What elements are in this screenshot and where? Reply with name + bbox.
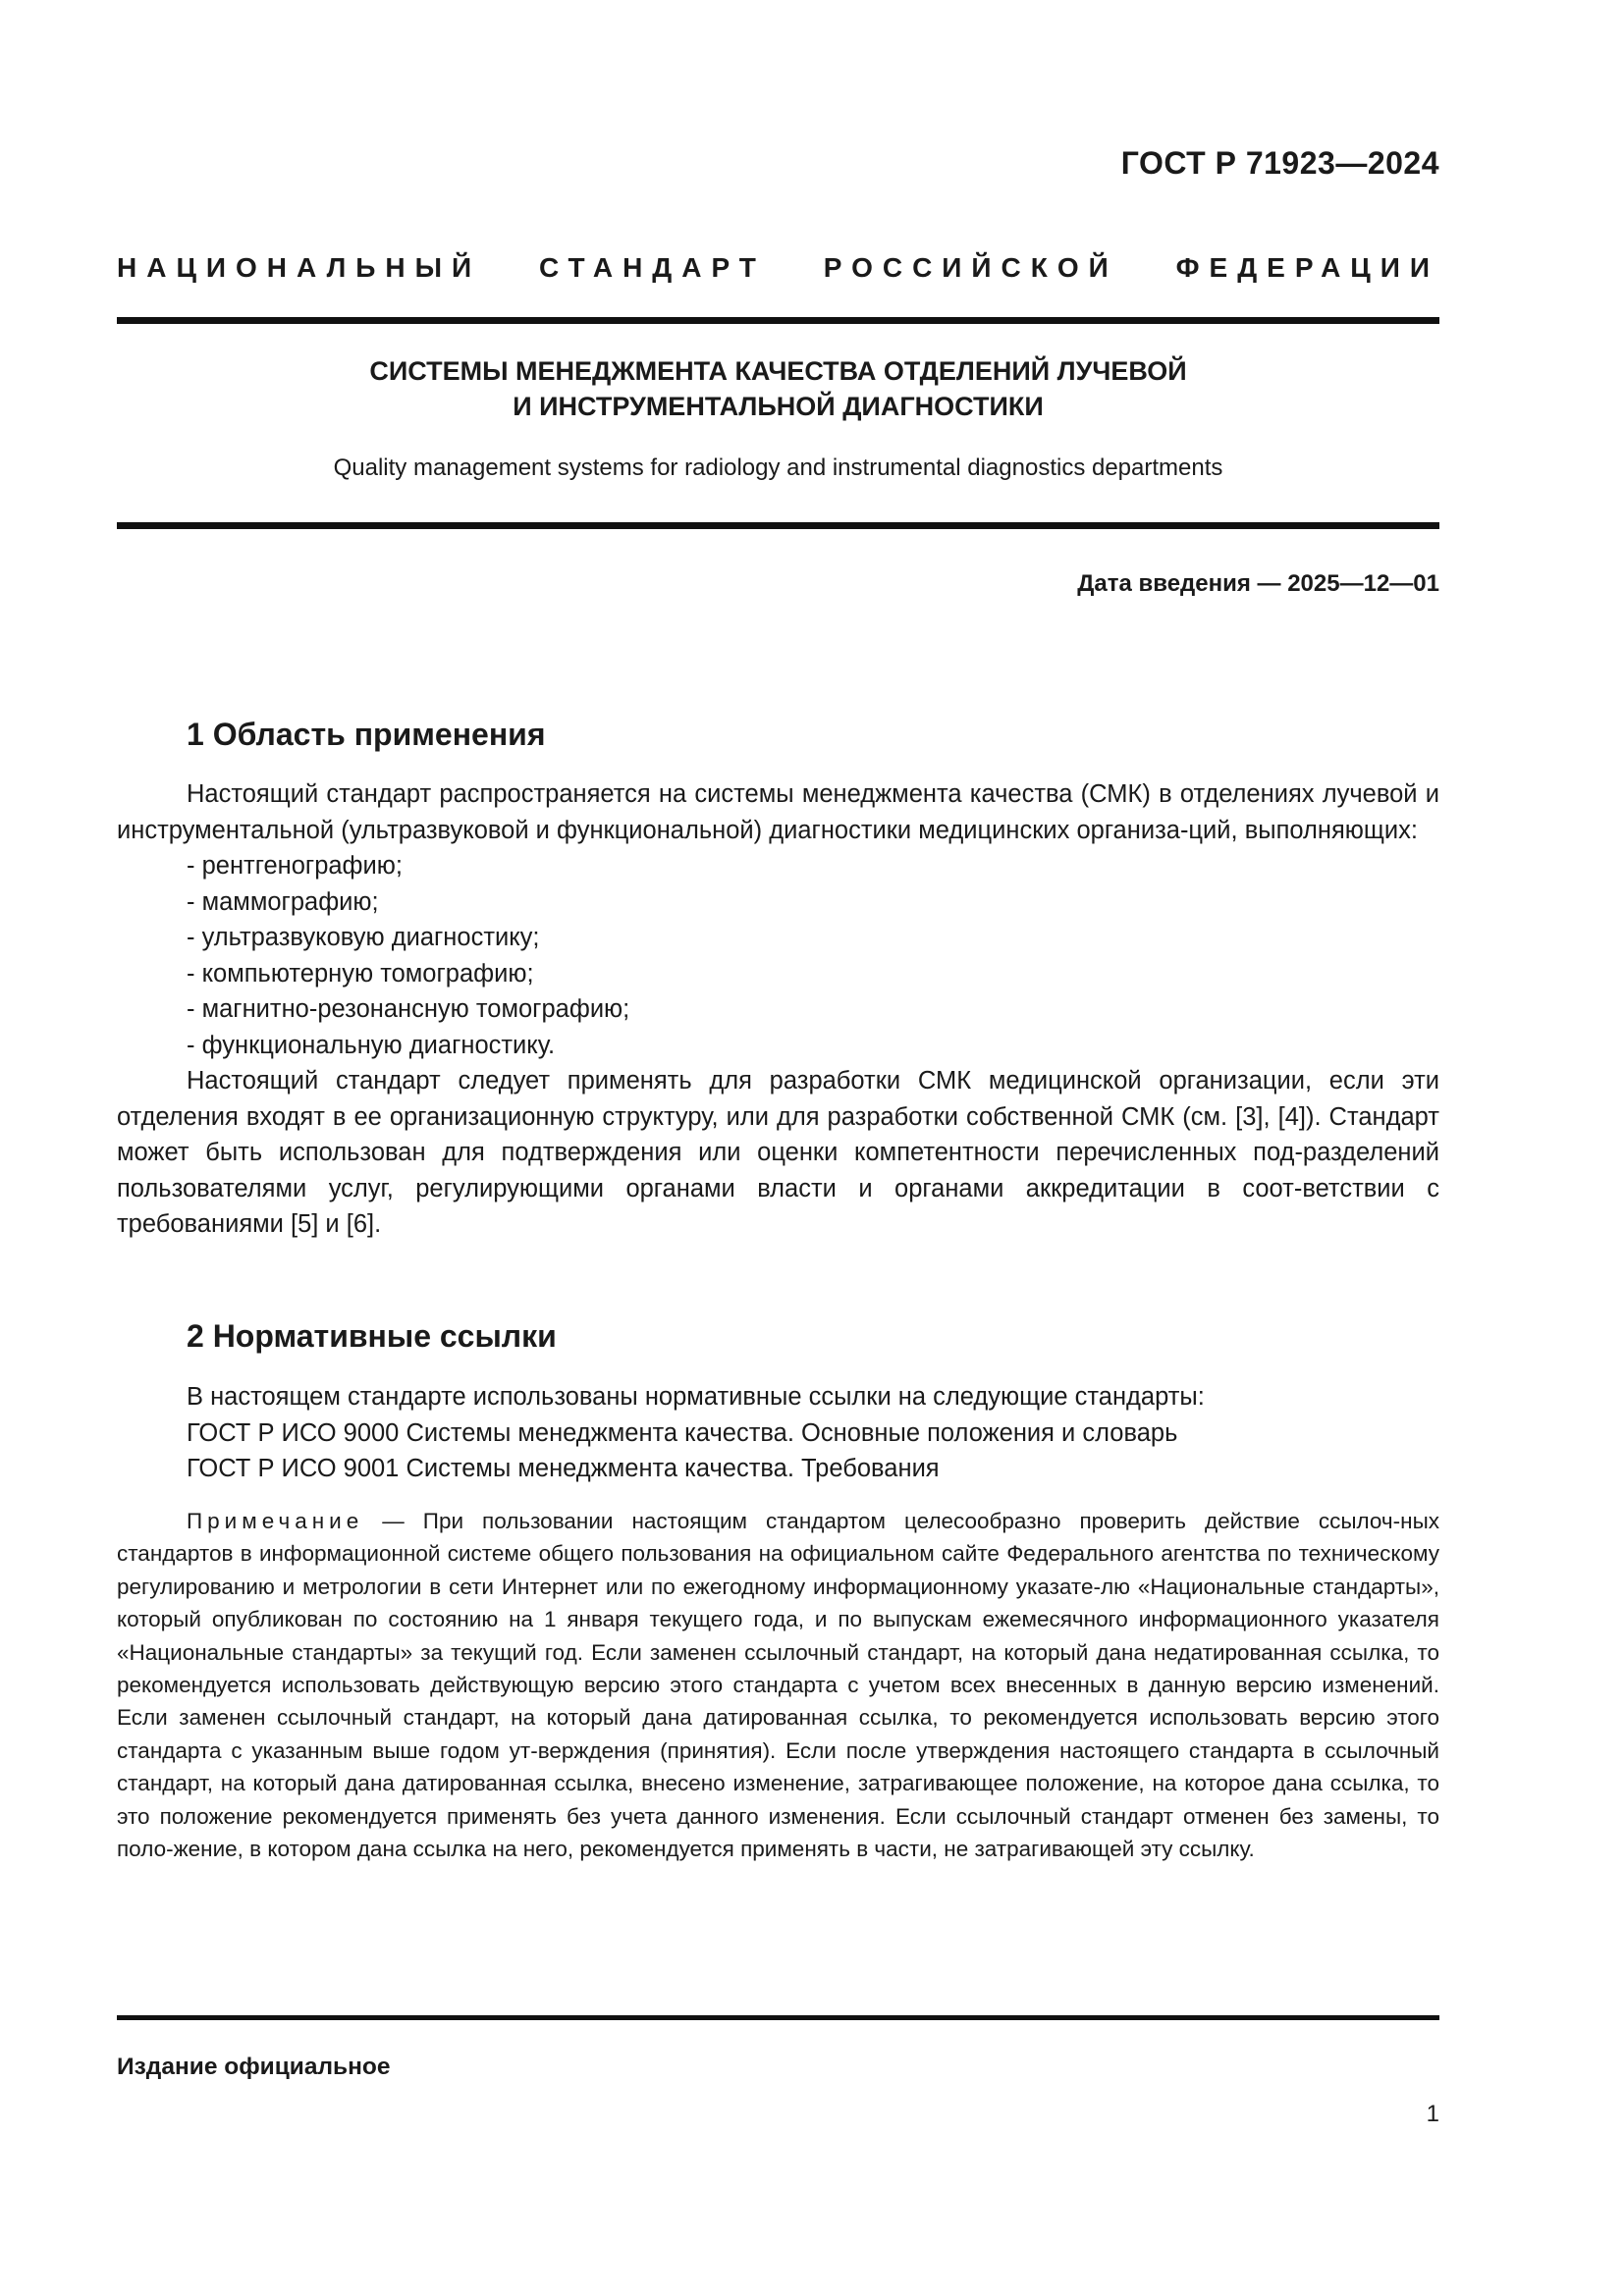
list-item: - функциональную диагностику. — [187, 1028, 1439, 1064]
section-1-paragraph-2: Настоящий стандарт следует применять для разработки СМК медицинской организации, если эти отделения входят в ее организационную структуру, или для разработки собственной СМК (см. [3], [4]). Стандарт может быть использован для подтверждения или оценки компетентности перечисленных под-разделений пользователями услуг, регулирующими органами власти и органами аккредитации в соот-ветствии с требованиями [5] и [6]. — [117, 1067, 1439, 1238]
english-title: Quality management systems for radiology and instrumental diagnostics departments — [333, 454, 1223, 481]
title-line-1: СИСТЕМЫ МЕНЕДЖМЕНТА КАЧЕСТВА ОТДЕЛЕНИЙ ЛУЧЕВОЙ — [369, 356, 1187, 386]
section-1-body — [117, 776, 1439, 1243]
section-1-intro: Настоящий стандарт распространяется на системы менеджмента качества (СМК) в отделениях лучевой и инструментальной (ультразвуковой и функциональной) диагностики медицинских организа-ций, выполняющих: — [117, 780, 1439, 844]
list-item: - компьютерную томографию; — [187, 956, 1439, 992]
introduction-date: Дата введения — 2025—12—01 — [1077, 570, 1439, 597]
note-text: — При пользовании настоящим стандартом целесообразно проверить действие ссылоч-ных стандартов в информационной системе общего пользования на официальном сайте Федерального агентства по техническому регулированию и метрологии в сети Интернет или по ежегодному информационному указате-лю «Национальные стандарты», который опубликован по состоянию на 1 января текущего года, и по выпускам ежемесячного информационного указателя «Национальные стандарты» за текущий год. Если заменен ссылочный стандарт, на который дана недатированная ссылка, то рекомендуется использовать действующую версию этого стандарта с учетом всех внесенных в данную версию изменений. Если заменен ссылочный стандарт, на который дана датированная ссылка, то рекомендуется использовать версию этого стандарта с указанным выше годом ут-верждения (принятия). Если после утверждения настоящего стандарта в ссылочный стандарт, на который дана датированная ссылка, внесено изменение, затрагивающее положение, на которое дана ссылка, то это положение рекомендуется применять без учета данного изменения. Если ссылочный стандарт отменен без замены, то поло-жение, в котором дана ссылка на него, рекомендуется применять в части, не затрагивающей эту ссылку. — [117, 1509, 1439, 1862]
reference-item: ГОСТ Р ИСО 9001 Системы менеджмента качества. Требования — [187, 1455, 940, 1482]
title-line-2: И ИНСТРУМЕНТАЛЬНОЙ ДИАГНОСТИКИ — [513, 392, 1044, 421]
section-2-heading: 2 Нормативные ссылки — [187, 1318, 557, 1354]
document-number: ГОСТ Р 71923—2024 — [1120, 145, 1439, 181]
diagnostics-list — [117, 848, 1439, 1063]
official-edition-label: Издание официальное — [117, 2054, 391, 2080]
references-intro: В настоящем стандарте использованы нормативные ссылки на следующие стандарты: — [187, 1383, 1205, 1411]
page-number: 1 — [1426, 2101, 1439, 2127]
note-label: Примечание — [187, 1509, 364, 1533]
list-item: - маммографию; — [187, 884, 1439, 921]
title-bottom-rule — [117, 522, 1439, 529]
list-item: - ультразвуковую диагностику; — [187, 920, 1439, 956]
normative-references — [187, 1379, 1439, 1487]
section-1-heading: 1 Область применения — [187, 717, 546, 752]
document-title — [117, 353, 1439, 424]
top-rule — [117, 317, 1439, 324]
list-item: - рентгенографию; — [187, 848, 1439, 884]
footer-rule — [117, 2015, 1439, 2020]
reference-item: ГОСТ Р ИСО 9000 Системы менеджмента качества. Основные положения и словарь — [187, 1418, 1178, 1447]
note-block — [117, 1505, 1439, 1865]
list-item: - магнитно-резонансную томографию; — [187, 991, 1439, 1028]
national-standard-line: НАЦИОНАЛЬНЫЙ СТАНДАРТ РОССИЙСКОЙ ФЕДЕРАЦИИ — [117, 252, 1439, 283]
